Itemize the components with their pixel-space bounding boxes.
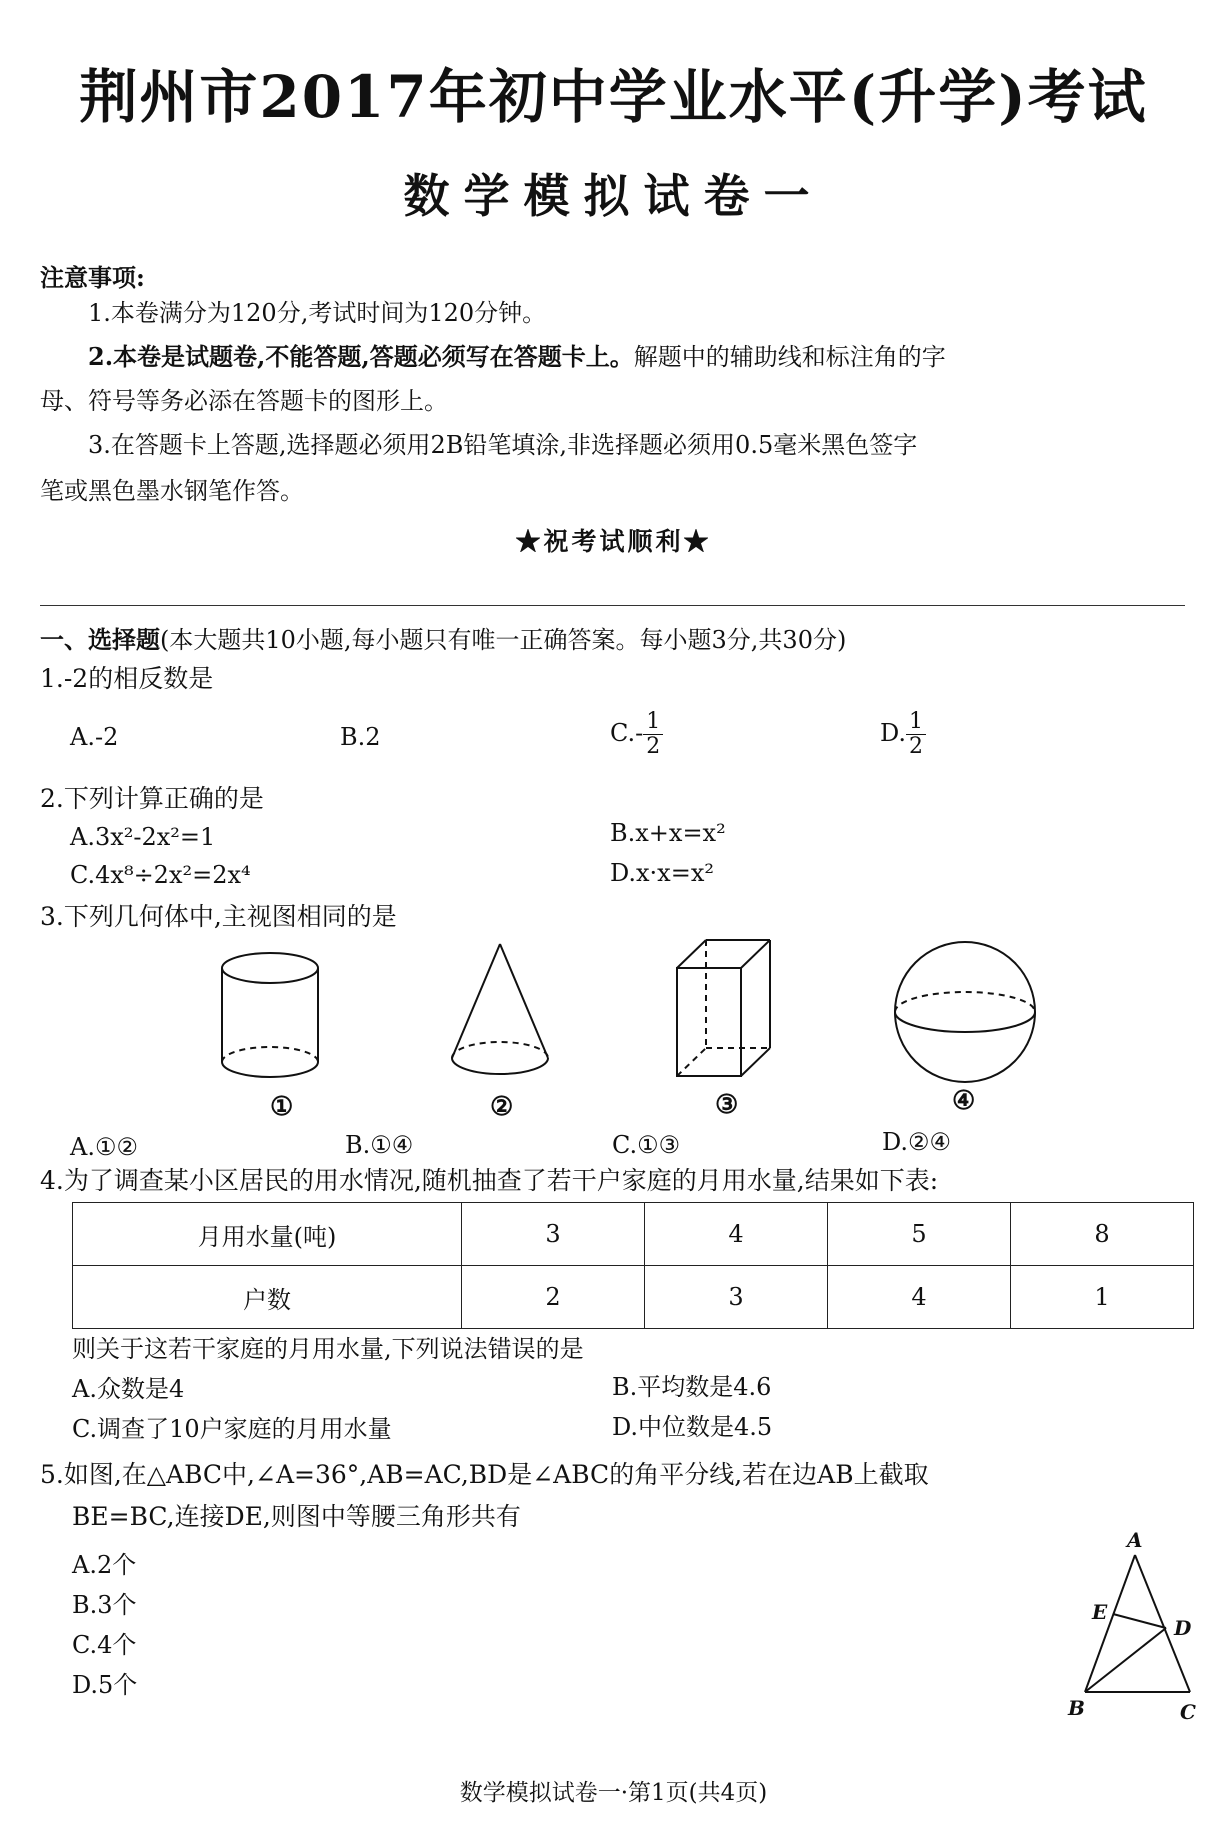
q4-option-b: B.平均数是4.6 <box>612 1373 772 1401</box>
q4-follow-up: 则关于这若干家庭的月用水量,下列说法错误的是 <box>72 1335 584 1363</box>
q4-option-d: D.中位数是4.5 <box>612 1413 773 1441</box>
point-label-b: B <box>1068 1696 1085 1720</box>
exam-title: 荆州市2017年初中学业水平(升学)考试 <box>79 63 1148 131</box>
cylinder-shape <box>222 953 318 1077</box>
notes-heading: 注意事项: <box>40 263 145 292</box>
good-luck-banner: ★祝考试顺利★ <box>515 527 712 556</box>
q3-option-c: C.①③ <box>612 1131 681 1159</box>
q2-stem: 2.下列计算正确的是 <box>40 784 264 813</box>
q2-option-a: A.3x²-2x²=1 <box>70 823 216 851</box>
q5-option-a: A.2个 <box>72 1551 137 1579</box>
table-cell: 8 <box>1011 1203 1194 1266</box>
point-label-e: E <box>1092 1600 1108 1624</box>
q1-stem: 1.-2的相反数是 <box>40 664 214 693</box>
table-row <box>73 1203 1194 1266</box>
q1-c-denominator: 2 <box>646 734 661 759</box>
table-cell: 3 <box>462 1203 645 1266</box>
point-label-a: A <box>1127 1528 1143 1552</box>
point-label-d: D <box>1174 1616 1192 1640</box>
table-cell: 4 <box>645 1203 828 1266</box>
q3-option-d: D.②④ <box>882 1128 952 1156</box>
cone-shape <box>452 944 548 1074</box>
solid-label-4: ④ <box>952 1086 976 1116</box>
page-footer: 数学模拟试卷一·第1页(共4页) <box>459 1780 768 1806</box>
q2-option-d: D.x·x=x² <box>610 859 714 887</box>
q4-stem: 4.为了调查某小区居民的用水情况,随机抽查了若干户家庭的月用水量,结果如下表: <box>40 1166 939 1195</box>
q5-option-d: D.5个 <box>72 1671 138 1699</box>
table-cell: 4 <box>828 1266 1011 1329</box>
solid-label-3: ③ <box>715 1090 739 1120</box>
q1-d-denominator: 2 <box>909 734 924 759</box>
section-1-desc: (本大题共10小题,每小题只有唯一正确答案。每小题3分,共30分) <box>160 626 847 654</box>
note-item-2-bold: 2.本卷是试题卷,不能答题,答题必须写在答题卡上。 <box>88 342 634 371</box>
q5-stem-line2: BE=BC,连接DE,则图中等腰三角形共有 <box>72 1502 521 1531</box>
q4-option-a: A.众数是4 <box>72 1375 185 1403</box>
water-usage-table <box>72 1202 1194 1329</box>
table-cell: 1 <box>1011 1266 1194 1329</box>
q3-option-b: B.①④ <box>345 1131 414 1159</box>
q1-option-a: A.-2 <box>70 723 119 751</box>
table-row-header-water: 月用水量(吨) <box>73 1203 462 1266</box>
q2-option-c: C.4x⁸÷2x²=2x⁴ <box>70 861 251 889</box>
note-item-1: 1.本卷满分为120分,考试时间为120分钟。 <box>88 299 547 327</box>
table-row <box>73 1266 1194 1329</box>
exam-subtitle: 数学模拟试卷一 <box>403 169 824 223</box>
q1-option-c-prefix: C.- <box>610 719 644 747</box>
q5-stem-line1: 5.如图,在△ABC中,∠A=36°,AB=AC,BD是∠ABC的角平分线,若在边AB上截取 <box>40 1460 929 1489</box>
q2-option-b: B.x+x=x² <box>610 819 726 847</box>
q4-option-c: C.调查了10户家庭的月用水量 <box>72 1415 392 1443</box>
segment-de <box>1113 1614 1166 1628</box>
note-item-2-line2: 母、符号等务必添在答题卡的图形上。 <box>40 387 448 415</box>
section-1-title: 一、选择题 <box>40 625 160 654</box>
note-item-3-line2: 笔或黑色墨水钢笔作答。 <box>40 477 304 505</box>
solid-label-1: ① <box>270 1092 294 1122</box>
q3-option-a: A.①② <box>70 1133 138 1161</box>
solid-label-2: ② <box>490 1092 514 1122</box>
sphere-shape <box>895 942 1035 1082</box>
note-item-2-rest: 解题中的辅助线和标注角的字 <box>633 343 946 371</box>
q1-d-numerator: 1 <box>906 710 926 735</box>
q1-option-d-prefix: D. <box>880 719 907 747</box>
q5-option-c: C.4个 <box>72 1631 137 1659</box>
q1-c-numerator: 1 <box>643 710 663 735</box>
table-cell: 2 <box>462 1266 645 1329</box>
table-cell: 3 <box>645 1266 828 1329</box>
q3-stem: 3.下列几何体中,主视图相同的是 <box>40 902 397 931</box>
point-label-c: C <box>1180 1700 1196 1724</box>
table-cell: 5 <box>828 1203 1011 1266</box>
cuboid-shape <box>677 940 770 1076</box>
note-item-3-line1: 3.在答题卡上答题,选择题必须用2B铅笔填涂,非选择题必须用0.5毫米黑色签字 <box>88 431 918 459</box>
q5-option-b: B.3个 <box>72 1591 137 1619</box>
table-row-header-households: 户数 <box>73 1266 462 1329</box>
q1-option-b: B.2 <box>340 723 381 751</box>
